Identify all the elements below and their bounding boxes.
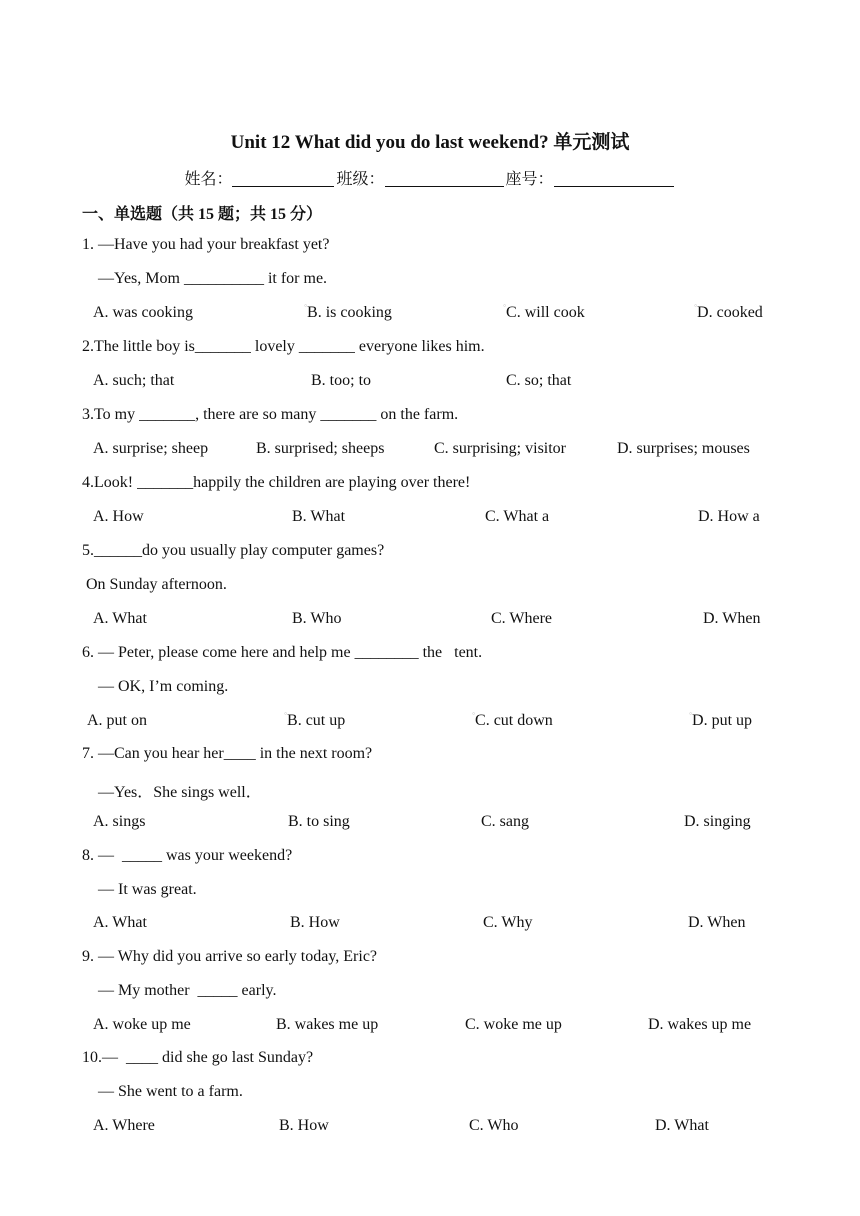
seat-blank: [554, 170, 674, 187]
document-title: Unit 12 What did you do last weekend? 单元测试: [230, 132, 630, 153]
q5-option-d: D. When: [703, 610, 761, 627]
question-7-stem: 7. —Can you hear her____ in the next room?: [82, 745, 373, 762]
q9-option-b: B. wakes me up: [276, 1016, 379, 1033]
q8-option-c: C. Why: [483, 914, 533, 931]
q6-option-b-text: B. cut up: [287, 712, 346, 729]
q2-option-a: A. such; that: [93, 372, 175, 389]
q8-option-b: B. How: [290, 914, 340, 931]
q4-option-d: D. How a: [698, 508, 760, 525]
q8-option-d: D. When: [688, 914, 746, 931]
question-9-stem: 9. — Why did you arrive so early today, Eric?: [82, 948, 378, 965]
anchor-mark-icon: ○: [284, 712, 288, 717]
q10-option-a: A. Where: [93, 1117, 155, 1134]
question-5-stem: 5.______do you usually play computer games?: [82, 542, 385, 559]
seat-label: 座号：: [505, 171, 554, 188]
q10-option-b: B. How: [279, 1117, 329, 1134]
section-heading: 一、单选题（共 15 题；共 15 分）: [82, 206, 323, 223]
q3-option-d: D. surprises; mouses: [617, 440, 750, 457]
q3-option-b: B. surprised; sheeps: [256, 440, 385, 457]
question-9-answer-line: — My mother _____ early.: [82, 982, 277, 999]
q6-option-d: [689, 712, 752, 730]
q2-option-b: B. too; to: [311, 372, 372, 389]
q5-option-a: A. What: [93, 610, 147, 627]
q6-option-a: A. put on: [87, 712, 147, 729]
anchor-mark-icon: ○: [694, 304, 698, 309]
question-1-stem: 1. —Have you had your breakfast yet?: [82, 236, 330, 253]
q1-option-b: [304, 304, 392, 322]
anchor-mark-icon: ○: [503, 304, 507, 309]
q4-option-c: C. What a: [485, 508, 550, 525]
q1-option-a: A. was cooking: [93, 304, 193, 321]
q9-option-d: D. wakes up me: [648, 1016, 752, 1033]
q5-option-b: B. Who: [292, 610, 342, 627]
question-10-stem: 10.— ____ did she go last Sunday?: [82, 1049, 314, 1066]
q8-option-a: A. What: [93, 914, 147, 931]
class-blank: [385, 170, 504, 187]
anchor-mark-icon: ○: [472, 712, 476, 717]
q3-option-a: A. surprise; sheep: [93, 440, 209, 457]
q7-option-a: A. sings: [93, 813, 146, 830]
question-8-answer-line: — It was great.: [82, 881, 197, 898]
question-6-answer-line: — OK, I’m coming.: [82, 678, 229, 695]
q3-option-c: C. surprising; visitor: [434, 440, 567, 457]
q6-option-c: [472, 712, 553, 730]
q10-option-d: D. What: [655, 1117, 709, 1134]
question-6-stem: 6. — Peter, please come here and help me ________ the tent.: [82, 644, 483, 661]
q9-option-a: A. woke up me: [93, 1016, 191, 1033]
q5-option-c: C. Where: [491, 610, 553, 627]
question-5-answer-line: On Sunday afternoon.: [82, 576, 227, 593]
question-10-answer-line: — She went to a farm.: [82, 1083, 243, 1100]
student-info-bar: [0, 166, 860, 189]
question-8-stem: 8. — _____ was your weekend?: [82, 847, 293, 864]
question-7-answer-line: —Yes．She sings well．: [82, 784, 262, 801]
question-2-stem: 2.The little boy is_______ lovely _______ everyone likes him.: [82, 338, 485, 355]
name-blank: [232, 170, 334, 187]
name-label: 姓名：: [184, 171, 233, 188]
q4-option-b: B. What: [292, 508, 346, 525]
q1-option-d-text: D. cooked: [697, 304, 763, 321]
q1-option-c: [503, 304, 585, 322]
q6-option-b: [284, 712, 345, 730]
q6-option-c-text: C. cut down: [475, 712, 553, 729]
q7-option-c: C. sang: [481, 813, 529, 830]
q7-option-b: B. to sing: [288, 813, 350, 830]
question-1-answer-line: —Yes, Mom __________ it for me.: [82, 270, 328, 287]
q9-option-c: C. woke me up: [465, 1016, 562, 1033]
anchor-mark-icon: ○: [304, 304, 308, 309]
q6-option-d-text: D. put up: [692, 712, 753, 729]
q1-option-b-text: B. is cooking: [307, 304, 392, 321]
class-label: 班级：: [336, 171, 385, 188]
q1-option-d: [694, 304, 763, 322]
q4-option-a: A. How: [93, 508, 144, 525]
q10-option-c: C. Who: [469, 1117, 519, 1134]
q2-option-c: C. so; that: [506, 372, 572, 389]
q1-option-c-text: C. will cook: [506, 304, 585, 321]
q7-option-d: D. singing: [684, 813, 751, 830]
question-3-stem: 3.To my _______, there are so many _______ on the farm.: [82, 406, 459, 423]
question-4-stem: 4.Look! _______happily the children are playing over there!: [82, 474, 471, 491]
anchor-mark-icon: ○: [689, 712, 693, 717]
